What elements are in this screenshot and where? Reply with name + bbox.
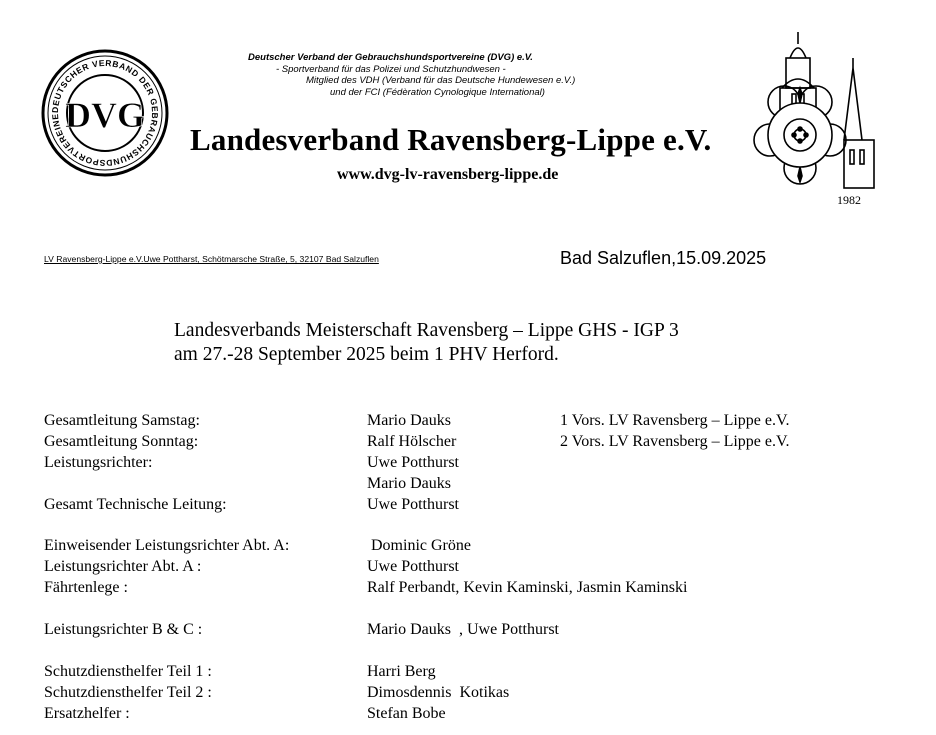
official-row <box>0 494 936 515</box>
official-row <box>0 452 936 473</box>
official-role: Schutzdiensthelfer Teil 1 : <box>44 663 212 680</box>
official-role: Leistungsrichter B & C : <box>44 621 203 638</box>
official-row <box>0 473 936 494</box>
association-membership: Mitglied des VDH (Verband für das Deutsche Hundewesen e.V.) <box>306 75 576 86</box>
emblem-year: 1982 <box>837 193 861 207</box>
official-name: Uwe Potthurst <box>367 496 459 513</box>
seal-text: DEUTSCHER VERBAND DER GEBRAUCHSHUNDSPORTVEREINE <box>49 57 161 169</box>
official-row <box>0 661 936 682</box>
official-name: Mario Dauks , Uwe Potthurst <box>367 621 559 638</box>
official-name: Ralf Hölscher <box>367 433 457 450</box>
official-note: 1 Vors. LV Ravensberg – Lippe e.V. <box>560 412 790 429</box>
event-date-venue: am 27.-28 September 2025 beim 1 PHV Herford. <box>174 344 559 365</box>
official-role: Einweisender Leistungsrichter Abt. A: <box>44 537 290 554</box>
official-name: Dominic Gröne <box>367 537 471 554</box>
association-info <box>248 52 575 98</box>
letterhead-title: Landesverband Ravensberg-Lippe e.V. <box>190 122 712 157</box>
official-row <box>0 535 936 556</box>
official-name: Ralf Perbandt, Kevin Kaminski, Jasmin Kaminski <box>367 579 688 596</box>
official-name: Mario Dauks <box>367 412 451 429</box>
official-role: Ersatzhelfer : <box>44 705 130 722</box>
event-heading <box>174 319 679 367</box>
official-row <box>0 431 936 452</box>
website-link[interactable]: www.dvg-lv-ravensberg-lippe.de <box>337 166 559 183</box>
official-row <box>0 619 936 640</box>
official-name: Stefan Bobe <box>367 705 446 722</box>
official-note: 2 Vors. LV Ravensberg – Lippe e.V. <box>560 433 790 450</box>
official-role: Gesamt Technische Leitung: <box>44 496 227 513</box>
official-row <box>0 703 936 724</box>
official-row <box>0 556 936 577</box>
official-name: Dimosdennis Kotikas <box>367 684 510 701</box>
association-subline: - Sportverband für das Polizei und Schutzhundwesen - <box>276 63 506 75</box>
official-role: Gesamtleitung Samstag: <box>44 412 200 429</box>
association-fci: und der FCI (Fédèration Cynologique International) <box>330 86 545 98</box>
association-name: Deutscher Verband der Gebrauchshundsportvereine (DVG) e.V. <box>248 52 533 63</box>
official-role: Schutzdiensthelfer Teil 2 : <box>44 684 212 701</box>
church-rose-emblem <box>740 30 890 215</box>
official-role: Leistungsrichter Abt. A : <box>44 558 202 575</box>
official-role: Leistungsrichter: <box>44 454 153 471</box>
official-name: Uwe Potthurst <box>367 558 459 575</box>
official-name: Uwe Potthurst <box>367 454 459 471</box>
official-role: Gesamtleitung Sonntag: <box>44 433 199 450</box>
official-row <box>0 682 936 703</box>
logo-letters: DVG <box>65 95 145 135</box>
place-date: Bad Salzuflen,15.09.2025 <box>560 248 767 268</box>
official-name: Mario Dauks <box>367 475 451 492</box>
event-title: Landesverbands Meisterschaft Ravensberg – Lippe GHS - IGP 3 <box>174 320 679 341</box>
official-role: Fährtenlege : <box>44 579 128 596</box>
official-row <box>0 410 936 431</box>
dvg-seal-logo <box>40 48 170 178</box>
official-name: Harri Berg <box>367 663 436 680</box>
sender-address-line: LV Ravensberg-Lippe e.V.Uwe Pottharst, Schötmarsche Straße, 5, 32107 Bad Salzuflen <box>44 254 379 264</box>
official-row <box>0 577 936 598</box>
